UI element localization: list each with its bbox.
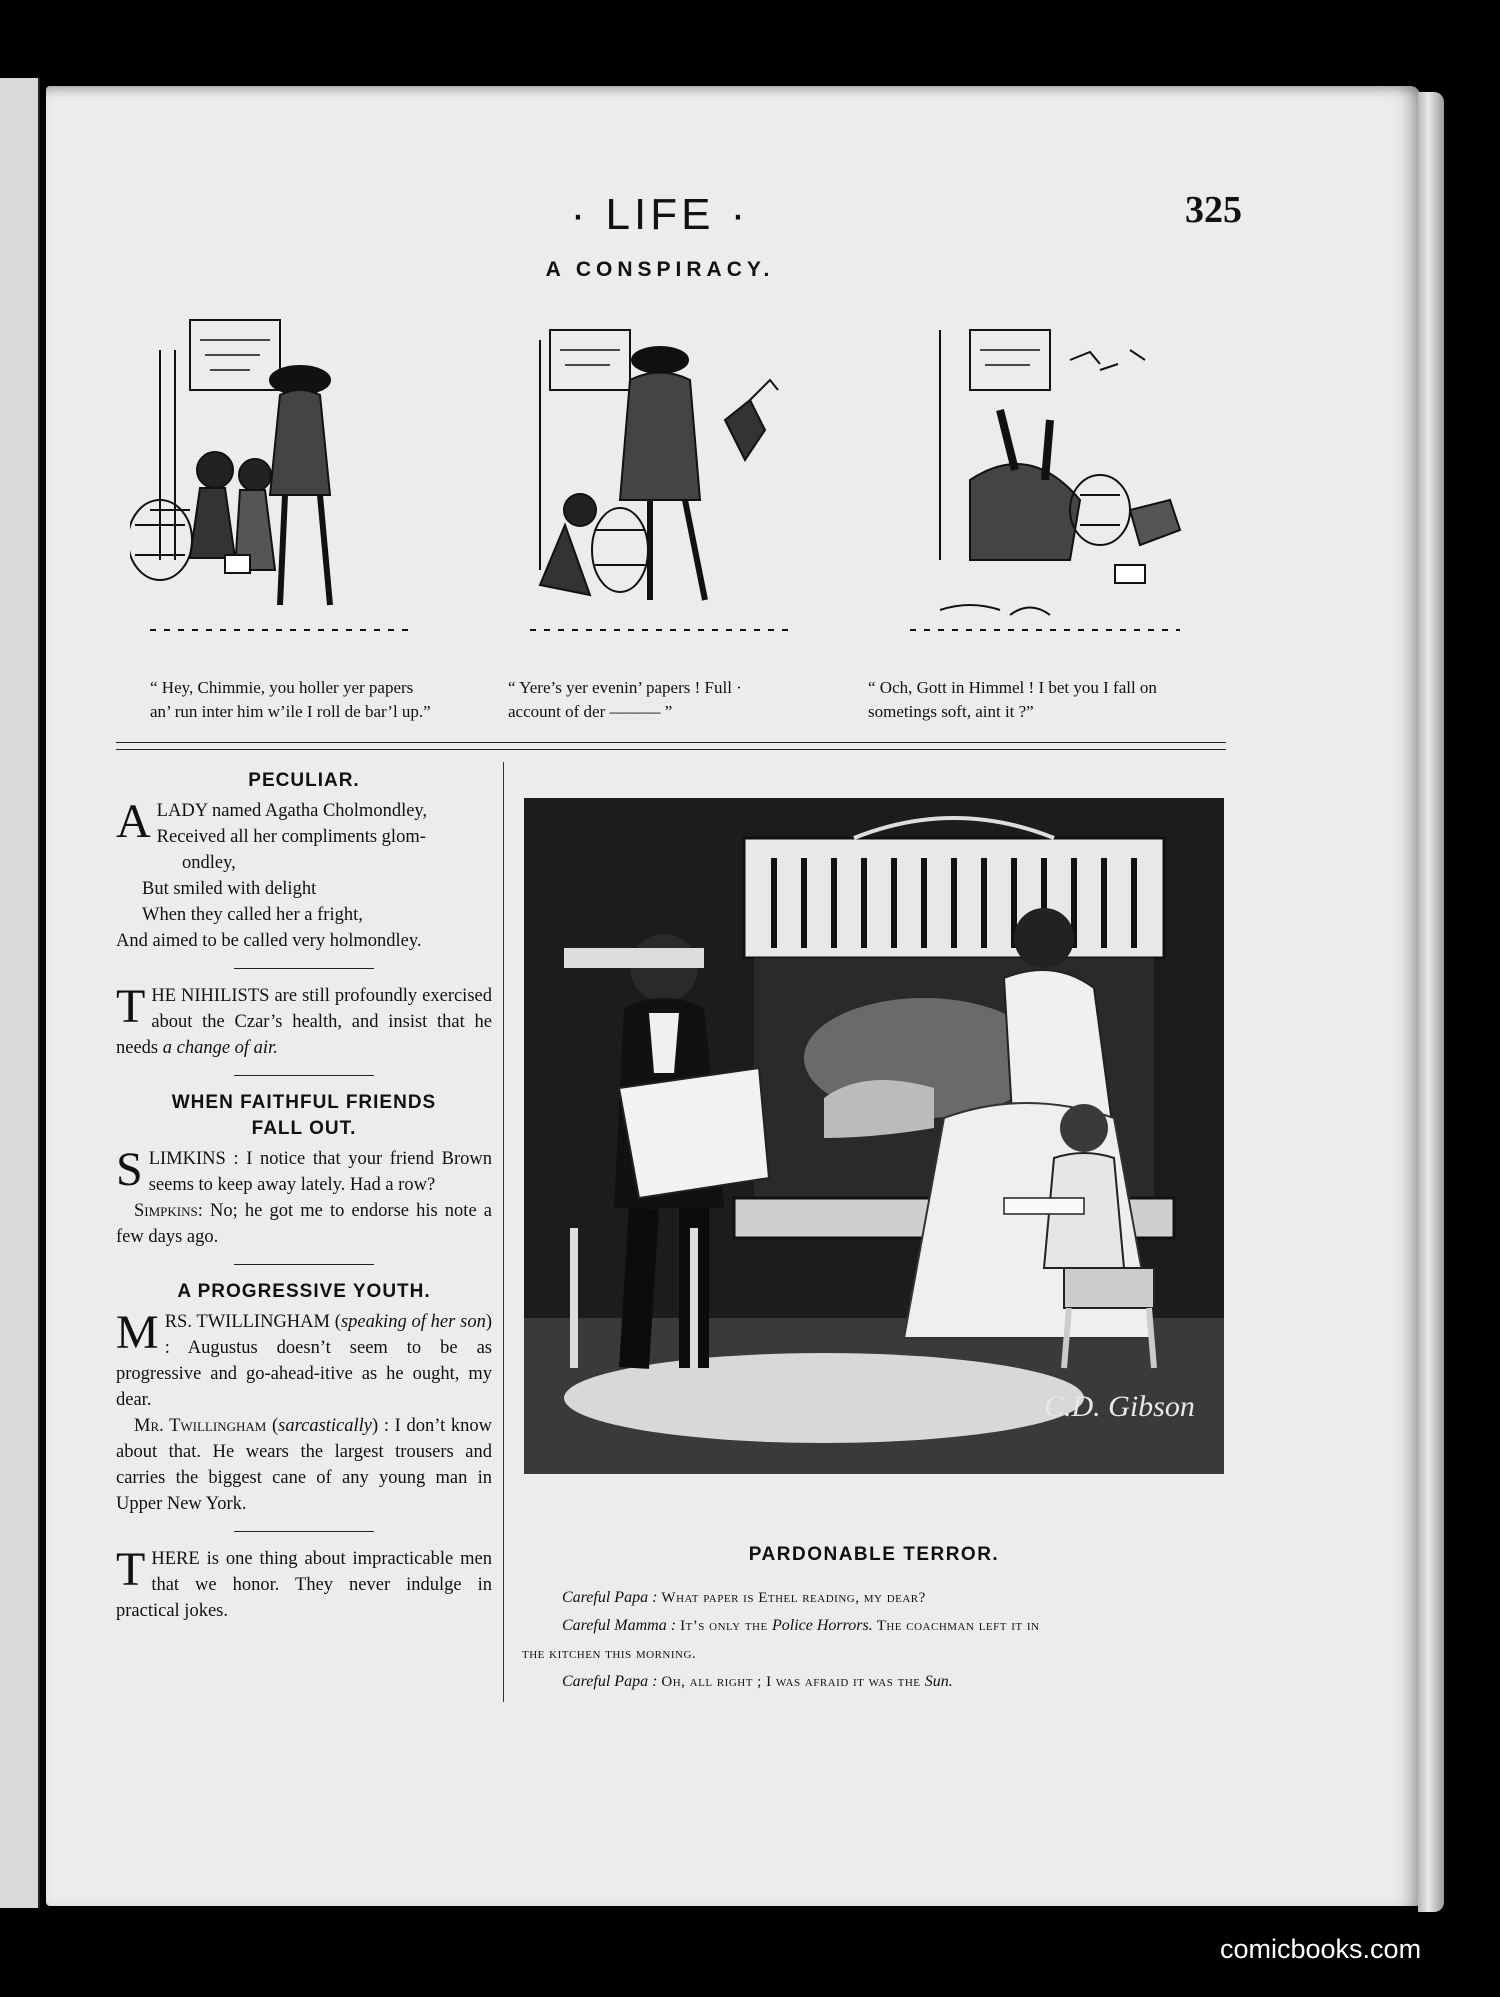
progressive-youth-text-1a: RS. TWILLINGHAM ( — [164, 1312, 341, 1332]
progressive-youth-italic-1: speaking of her son — [340, 1312, 486, 1332]
short-rule — [234, 1075, 374, 1076]
comic-panel-1-drawing — [130, 310, 430, 650]
dialogue-line — [560, 1584, 1232, 1612]
progressive-youth-text-2: ) : I don’t know about that. He wears the largest trousers and carries the biggest cane of any young man in Upper New York. — [116, 1416, 492, 1514]
dialogue-text: What paper is Ethel reading, my dear? — [661, 1590, 926, 1606]
faithful-friends-title-2: FALL OUT. — [251, 1118, 357, 1139]
impracticable-dropcap: T — [116, 1543, 146, 1596]
faithful-friends-dropcap: S — [116, 1143, 143, 1196]
impracticable-text: HERE is one thing about impracticable men that we honor. They never indulge in practical jokes. — [116, 1549, 492, 1621]
poem-line: LADY named Agatha Cholmondley, — [156, 801, 428, 821]
progressive-youth-dropcap: M — [116, 1306, 159, 1359]
dialogue-text: It’s only the — [680, 1618, 772, 1634]
nihilists-paragraph — [116, 980, 492, 1061]
facing-page-edge — [0, 78, 40, 1908]
impracticable-paragraph — [116, 1543, 492, 1624]
caption-2-line-1: “ Yere’s yer evenin’ papers ! Full · — [508, 678, 742, 697]
progressive-youth-title: A PROGRESSIVE YOUTH. — [177, 1281, 431, 1302]
progressive-youth-para-2: Mr. Twillingham (sarcastically) : I don’t know about that. He wears the largest trousers and carries the biggest cane of any young man in Upper New York. — [116, 1416, 492, 1514]
dialogue-italic: Police Horrors. — [771, 1617, 873, 1634]
comic-panel-1 — [130, 310, 430, 650]
section-divider — [116, 742, 1226, 750]
cartoon-title: A CONSPIRACY. — [545, 258, 775, 281]
nihilists-dropcap: T — [116, 980, 146, 1033]
peculiar-title: PECULIAR. — [248, 770, 360, 791]
pardonable-terror-title: PARDONABLE TERROR. — [748, 1544, 1000, 1565]
faithful-friends-title-1: WHEN FAITHFUL FRIENDS — [171, 1092, 437, 1113]
poem-line: Received all her compliments glom- — [156, 827, 426, 847]
dialogue-speaker: Careful Papa : — [562, 1673, 658, 1690]
masthead: · LIFE · — [570, 190, 750, 239]
column-divider — [503, 762, 504, 1702]
dialogue-speaker: Careful Papa : — [562, 1589, 658, 1606]
speaker-simpkins: Simpkins — [134, 1201, 198, 1221]
comic-caption-1 — [150, 676, 490, 724]
dialogue-speaker: Careful Mamma : — [562, 1617, 677, 1634]
speaker-mr-twillingham: Mr. Twillingham — [134, 1416, 267, 1436]
peculiar-dropcap: A — [116, 795, 151, 848]
faithful-friends-text-1: LIMKINS : I notice that your friend Brown seems to keep away lately. Had a row? — [148, 1149, 492, 1195]
progressive-youth-italic-2: sarcastically — [278, 1416, 373, 1436]
caption-1-line-2: an’ run inter him w’ile I roll de bar’l up.” — [150, 702, 431, 721]
comic-panel-3 — [900, 310, 1200, 650]
poem-line: When they called her a fright, — [142, 905, 363, 925]
caption-2-line-2: account of der ——— ” — [508, 702, 673, 721]
poem-line: ondley, — [182, 853, 236, 873]
short-rule — [234, 1264, 374, 1265]
progressive-youth-para-1 — [116, 1306, 493, 1413]
dialogue-text: Oh, all right ; I was afraid it was the — [661, 1674, 925, 1690]
poem-line: And aimed to be called very holmondley. — [116, 931, 422, 951]
faithful-friends-para-1 — [116, 1143, 492, 1198]
dialogue-text: The coachman left it in — [872, 1618, 1040, 1634]
peculiar-poem — [116, 795, 492, 954]
dialogue-line — [560, 1612, 1232, 1640]
short-rule — [234, 968, 374, 969]
pardonable-terror-dialogue — [522, 1584, 1232, 1696]
site-watermark: comicbooks.com — [1220, 1934, 1422, 1964]
dialogue-line — [560, 1668, 1232, 1696]
caption-3-line-1: “ Och, Gott in Himmel ! I bet you I fall on — [868, 678, 1157, 697]
faithful-friends-text-2: : No; he got me to endorse his note a few days ago. — [116, 1201, 492, 1247]
caption-3-line-2: sometings soft, aint it ?” — [868, 702, 1034, 721]
comic-panel-3-drawing — [900, 310, 1200, 650]
left-column — [116, 768, 492, 1624]
dialogue-italic: Sun. — [924, 1673, 953, 1690]
progressive-youth-text-1b: ) : Augustus doesn’t seem to be as progressive and go-ahead-itive as he ought, my dear. — [116, 1312, 493, 1410]
artist-signature: C.D. Gibson — [1044, 1390, 1195, 1423]
comic-caption-2 — [508, 676, 848, 724]
comic-caption-3 — [868, 676, 1240, 724]
faithful-friends-para-2 — [116, 1198, 492, 1250]
poem-line: But smiled with delight — [142, 879, 317, 899]
page-stack-edge — [1418, 92, 1444, 1912]
caption-1-line-1: “ Hey, Chimmie, you holler yer papers — [150, 678, 414, 697]
dialogue-continuation: the kitchen this morning. — [522, 1646, 697, 1662]
nihilists-italic: a change of air. — [162, 1038, 278, 1058]
short-rule — [234, 1531, 374, 1532]
nihilists-text: HE NIHILISTS are still profoundly exercised about the Czar’s health, and insist that he needs — [116, 986, 492, 1058]
comic-panel-2 — [510, 310, 810, 650]
dialogue-line — [522, 1640, 1232, 1668]
illustration-drawing — [524, 798, 1224, 1474]
comic-panel-2-drawing — [510, 310, 810, 650]
page-number: 325 — [1185, 189, 1242, 231]
pardonable-terror-illustration — [524, 798, 1224, 1474]
